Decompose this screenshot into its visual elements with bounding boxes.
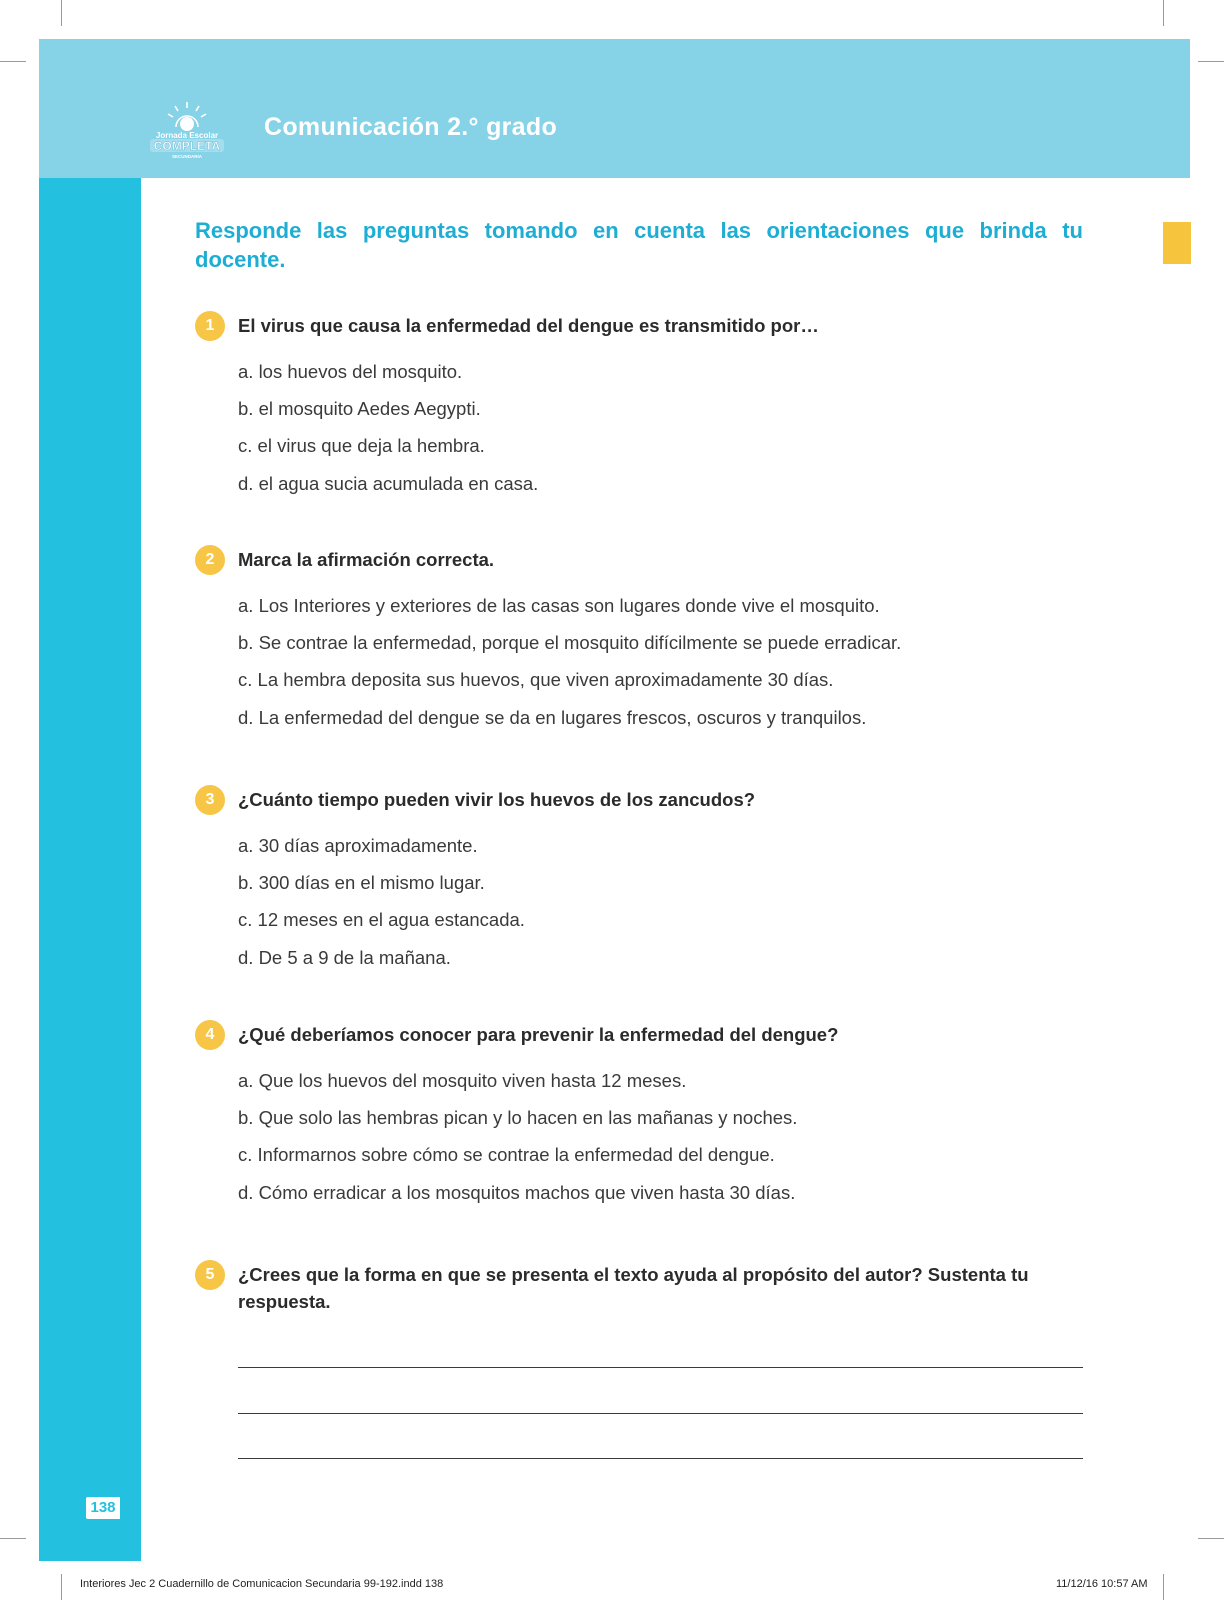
- option-a[interactable]: a. Los Interiores y exteriores de las casas son lugares donde vive el mosquito.: [238, 595, 880, 616]
- question-text: Marca la afirmación correcta.: [238, 549, 495, 570]
- question-heading: [195, 1261, 1083, 1315]
- question-number-badge: 1: [195, 311, 225, 341]
- crop-mark: [1163, 1574, 1164, 1600]
- option-d[interactable]: d. el agua sucia acumulada en casa.: [238, 472, 539, 494]
- crop-mark: [0, 1538, 26, 1539]
- question-text: El virus que causa la enfermedad del dengue es transmitido por…: [238, 315, 819, 336]
- option-c[interactable]: c. 12 meses en el agua estancada.: [238, 909, 525, 931]
- option-b[interactable]: b. Se contrae la enfermedad, porque el mosquito difícilmente se puede erradicar.: [238, 632, 902, 654]
- question-text: ¿Crees que la forma en que se presenta el texto ayuda al propósito del autor? Sustenta tu respuesta.: [238, 1264, 1029, 1312]
- option-b[interactable]: b. el mosquito Aedes Aegypti.: [238, 398, 481, 420]
- jornada-escolar-logo: [144, 100, 230, 160]
- question-2: [195, 546, 1095, 744]
- option-d[interactable]: d. De 5 a 9 de la mañana.: [238, 946, 451, 968]
- options-list: [195, 595, 1095, 729]
- logo-line1: Jornada Escolar: [155, 131, 219, 140]
- question-number-badge: 3: [195, 785, 225, 815]
- crop-mark: [1198, 61, 1224, 62]
- options-list: [195, 361, 1095, 495]
- logo-line3: SECUNDARIA: [171, 154, 203, 159]
- question-heading: [195, 1021, 1095, 1048]
- options-list: [195, 1070, 1095, 1204]
- crop-mark: [1198, 1538, 1224, 1539]
- question-heading: [195, 312, 1095, 339]
- question-number-badge: 5: [195, 1260, 225, 1290]
- question-5: [195, 1261, 1095, 1315]
- option-a[interactable]: a. Que los huevos del mosquito viven hasta 12 meses.: [238, 1070, 687, 1091]
- crop-mark: [1163, 0, 1164, 26]
- question-text: ¿Cuánto tiempo pueden vivir los huevos de los zancudos?: [238, 789, 756, 810]
- answer-line[interactable]: [238, 1458, 1083, 1459]
- section-tab-marker: [1163, 222, 1191, 264]
- option-c[interactable]: c. el virus que deja la hembra.: [238, 435, 485, 457]
- answer-line[interactable]: [238, 1367, 1083, 1368]
- option-c[interactable]: c. Informarnos sobre cómo se contrae la enfermedad del dengue.: [238, 1144, 775, 1166]
- question-3: [195, 786, 1095, 984]
- question-number-badge: 4: [195, 1020, 225, 1050]
- answer-line[interactable]: [238, 1413, 1083, 1414]
- question-4: [195, 1021, 1095, 1219]
- footer-datetime: 11/12/16 10:57 AM: [1056, 1578, 1148, 1590]
- crop-mark: [61, 1574, 62, 1600]
- option-d[interactable]: d. Cómo erradicar a los mosquitos machos que viven hasta 30 días.: [238, 1181, 796, 1203]
- option-d[interactable]: d. La enfermedad del dengue se da en lugares frescos, oscuros y tranquilos.: [238, 706, 867, 728]
- option-c[interactable]: c. La hembra deposita sus huevos, que viven aproximadamente 30 días.: [238, 669, 834, 691]
- question-1: [195, 312, 1095, 510]
- option-b[interactable]: b. 300 días en el mismo lugar.: [238, 872, 485, 894]
- logo-line2: COMPLETA: [153, 139, 221, 153]
- footer-file-info: Interiores Jec 2 Cuadernillo de Comunicacion Secundaria 99-192.indd 138: [80, 1578, 444, 1590]
- question-number-badge: 2: [195, 545, 225, 575]
- crop-mark: [0, 61, 26, 62]
- sidebar-band: [39, 178, 141, 1561]
- crop-mark: [61, 0, 62, 26]
- question-text: ¿Qué deberíamos conocer para prevenir la enfermedad del dengue?: [238, 1024, 839, 1045]
- question-heading: [195, 786, 1095, 813]
- question-heading: [195, 546, 1095, 573]
- instruction-text: Responde las preguntas tomando en cuenta las orientaciones que brinda tu docente.: [195, 218, 1083, 272]
- option-a[interactable]: a. 30 días aproximadamente.: [238, 835, 478, 856]
- option-b[interactable]: b. Que solo las hembras pican y lo hacen en las mañanas y noches.: [238, 1107, 798, 1129]
- page-number: 138: [86, 1497, 120, 1519]
- options-list: [195, 835, 1095, 969]
- option-a[interactable]: a. los huevos del mosquito.: [238, 361, 463, 382]
- page-title: Comunicación 2.° grado: [264, 113, 558, 141]
